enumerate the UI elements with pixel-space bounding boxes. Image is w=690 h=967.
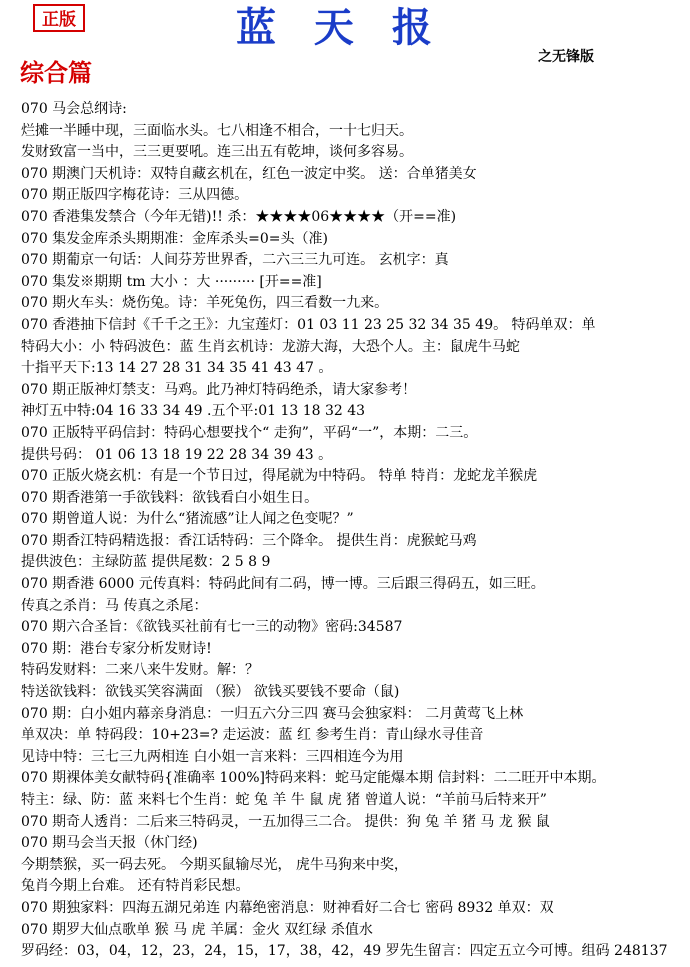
text-line: 070 期香港 6000 元传真料：特码此间有二码，博一博。三后跟三得码五，如三旺。 (21, 576, 545, 593)
text-line: 070 香港集发禁合（今年无错)!! 杀：★★★★06★★★★（开==准) (21, 208, 457, 225)
text-line: 070 期香港第一手欲钱料：欲钱看白小姐生日。 (21, 489, 319, 506)
text-line: 发财致富一当中，三三更要吼。连三出五有乾坤，谈何多容易。 (21, 144, 413, 161)
article-body (21, 99, 686, 963)
text-line: 十指平天下:13 14 27 28 31 34 35 41 43 47 。 (21, 360, 333, 377)
text-line: 070 期裸体美女献特码{准确率 100%]特码来料：蛇马定能爆本期 信封料：二二旺开中本期。 (21, 770, 606, 787)
text-line: 传真之杀肖：马 传真之杀尾： (21, 597, 208, 614)
text-line: 070 期曾道人说：为什么“猪流感”让人闻之色变呢？” (21, 511, 354, 528)
text-line: 070 马会总纲诗: (21, 101, 127, 117)
text-line: 070 期香江特码精选报：香江话特码：三个降伞。 提供生肖：虎猴蛇马鸡 (21, 532, 477, 549)
text-line: 070 集发金库杀头期期准：金库杀头=0=头（准) (21, 230, 329, 247)
text-line: 罗码经：03，04，12，23，24，15，17，38，42，49 罗先生留言：四定五立今可博。组码 248137 (21, 943, 668, 960)
text-line: 单双决：单 特码段：10+23=? 走运波：蓝 红 参考生肖：青山绿水寻佳音 (21, 727, 484, 744)
text-line: 070 期奇人透肖：二后来三特码灵，一五加得三二合。 提供：狗 兔 羊 猪 马 龙 猴 鼠 (21, 813, 550, 830)
text-line: 070 集发※期期 tm 大小 ：大 ········· [开==准] (21, 273, 322, 290)
text-line: 特主：绿、防：蓝 来料七个生肖：蛇 兔 羊 牛 鼠 虎 猪 曾道人说：“羊前马后特来开” (21, 792, 547, 808)
text-line: 070 期火车头：烧伤兔。诗：羊死兔伤，四三看数一九来。 (21, 295, 389, 312)
text-line: 070 香港抽下信封《千千之王》：九宝莲灯：01 03 11 23 25 32 34 35 49。 特码单双：单 (21, 316, 596, 333)
text-line: 070 期罗大仙点歌单 猴 马 虎 羊属：金火 双红绿 杀值水 (21, 921, 373, 938)
edition-label: 之无锋版 (538, 49, 594, 65)
text-line: 070 期马会当天报（休门经) (21, 835, 198, 852)
text-line: 特送欲钱料：欲钱买笑容满面 （猴） 欲钱买要钱不要命（鼠) (21, 684, 400, 701)
text-line: 070 期：港台专家分析发财诗! (21, 640, 212, 657)
text-line: 神灯五中特:04 16 33 34 49 .五个平:01 13 18 32 43 (21, 403, 366, 420)
text-line: 070 期：白小姐内幕亲身消息：一归五六分三四 赛马会独家料： 二月黄莺飞上林 (21, 705, 524, 722)
text-line: 070 期正版四字梅花诗：三从四德。 (21, 187, 249, 204)
newspaper-title: 蓝 天 报 (236, 4, 444, 51)
text-line: 见诗中特：三七三九两相连 白小姐一言来料：三四相连今为用 (21, 748, 404, 765)
text-line: 070 正版火烧玄机：有是一个节日过，得尾就为中特码。 特单 特肖：龙蛇龙羊猴虎 (21, 468, 538, 485)
section-title: 综合篇 (20, 58, 92, 87)
text-line: 特码大小：小 特码波色：蓝 生肖玄机诗：龙游大海，大恐个人。主：鼠虎牛马蛇 (21, 338, 520, 355)
text-line: 070 期葡京一句话：人间芬芳世界香，二六三三九可连。 玄机字：真 (21, 252, 449, 269)
text-line: 070 期正版神灯禁支：马鸡。此乃神灯特码绝杀，请大家参考！ (21, 381, 417, 398)
text-line: 提供波色：主绿防蓝 提供尾数：2 5 8 9 (21, 554, 271, 571)
text-line: 兔肖今期上台难。 还有特肖彩民想。 (21, 878, 250, 895)
text-line: 070 期澳门天机诗：双特自藏玄机在，红色一波定中奖。 送：合单猪美女 (21, 165, 477, 182)
text-line: 070 正版特平码信封：特码心想要找个“ 走狗”，平码“一”，本期：二三。 (21, 424, 478, 441)
authentic-stamp: 正版 (33, 4, 85, 32)
text-line: 烂摊一半睡中现，三面临水头。七八相逢不相合，一十七归天。 (21, 122, 413, 139)
text-line: 特码发财料：二来八来牛发财。解：？ (21, 662, 259, 679)
text-line: 今期禁猴，买一码去死。 今期买鼠输尽光， 虎牛马狗来中奖， (21, 856, 408, 873)
text-line: 070 期六合圣旨：《欲钱买社前有七一三的动物》密码:34587 (21, 619, 403, 636)
text-line: 070 期独家料：四海五湖兄弟连 内幕绝密消息：财神看好二合七 密码 8932 单双：双 (21, 899, 554, 916)
text-line: 提供号码： 01 06 13 18 19 22 28 34 39 43 。 (21, 446, 333, 463)
